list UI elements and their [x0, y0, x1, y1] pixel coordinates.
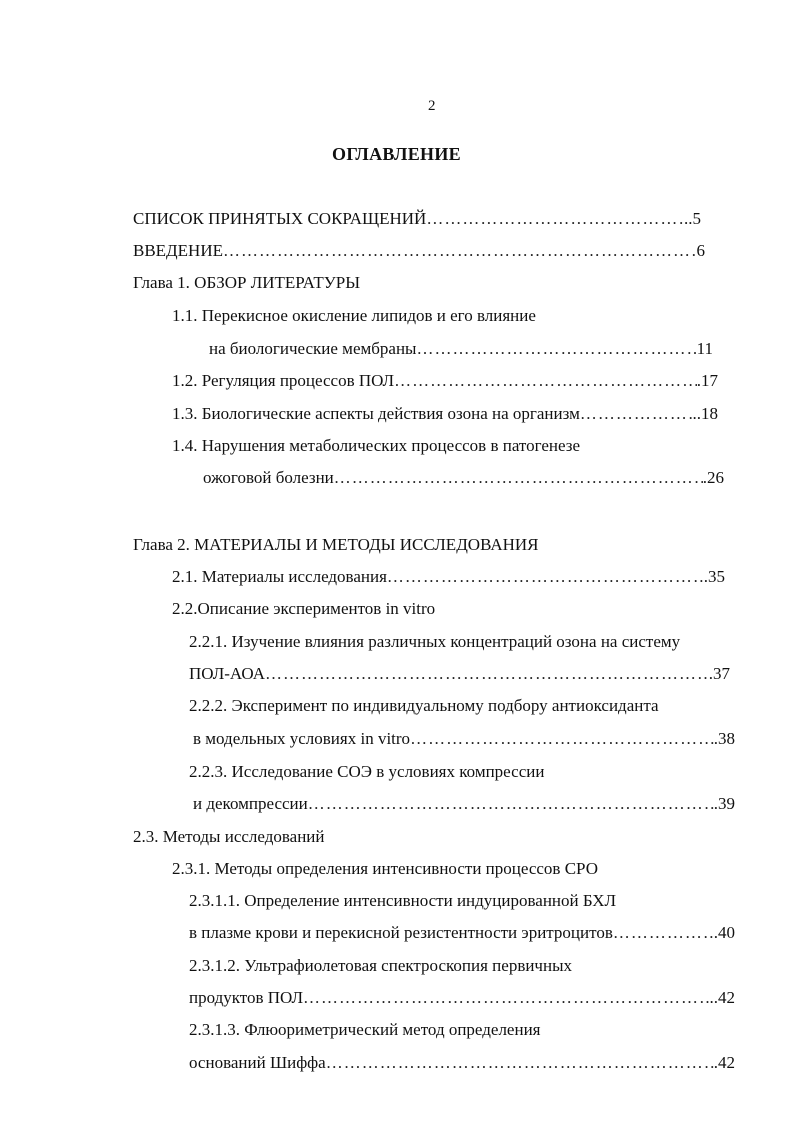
toc-entry-text: 2.3.1.3. Флюориметрический метод определения: [189, 1020, 541, 1039]
leader-dots: [613, 922, 714, 944]
toc-entry-text: 2.2.Описание экспериментов in vitro: [172, 599, 436, 618]
toc-entry-text: и декомпрессии: [193, 794, 308, 813]
leader-dots: [308, 793, 714, 815]
toc-entry-text: ПОЛ-АОА: [189, 664, 266, 683]
leader-dots: [303, 987, 709, 1009]
toc-entry-page: .38: [713, 729, 735, 748]
leader-dots: [326, 1052, 714, 1074]
toc-entry-page: .37: [708, 664, 730, 683]
toc-entry-page: .26: [702, 468, 724, 487]
toc-entry: [189, 1052, 735, 1074]
toc-entry: [133, 240, 705, 262]
toc-entry-text: 2.2.3. Исследование СОЭ в условиях компрессии: [189, 762, 545, 781]
toc-entry-text: 2.1. Материалы исследования: [172, 567, 387, 586]
toc-entry-page: ..18: [692, 404, 718, 423]
leader-dots: [580, 403, 693, 425]
toc-entry-page: .40: [713, 923, 735, 942]
toc-entry: [172, 566, 725, 588]
toc-entry-text: СПИСОК ПРИНЯТЫХ СОКРАЩЕНИЙ: [133, 209, 427, 228]
toc-entry-text: 1.1. Перекисное окисление липидов и его влияние: [172, 306, 536, 325]
leader-dots: [416, 338, 696, 360]
toc-entry-text: ожоговой болезни: [203, 468, 334, 487]
toc-entry-page: 6: [696, 241, 705, 260]
toc-entry-text: 2.3.1.2. Ультрафиолетовая спектроскопия первичных: [189, 956, 573, 975]
toc-entry-page: .39: [713, 794, 735, 813]
leader-dots: [334, 467, 703, 489]
toc-entry-text: 2.3.1.1. Определение интенсивности индуцированной БХЛ: [189, 891, 617, 910]
toc-entry-page: ..42: [709, 988, 735, 1007]
toc-entry: [193, 793, 735, 815]
toc-entry-text: 2.3.1. Методы определения интенсивности процессов СРО: [172, 859, 598, 878]
toc-entry-page: 11: [696, 339, 713, 358]
toc-entry-page: .42: [713, 1053, 735, 1072]
leader-dots: [223, 240, 697, 262]
toc-chapter-heading: Глава 1. ОБЗОР ЛИТЕРАТУРЫ: [133, 273, 361, 292]
toc-entry-text: оснований Шиффа: [189, 1053, 326, 1072]
toc-entry: [172, 370, 718, 392]
toc-entry-page: .35: [703, 567, 725, 586]
leader-dots: [394, 370, 697, 392]
toc-entry-text: 1.4. Нарушения метаболических процессов в патогенезе: [172, 436, 581, 455]
toc-entry-text: ВВЕДЕНИЕ: [133, 241, 223, 260]
toc-entry: [133, 208, 701, 230]
toc-entry-page: .17: [696, 371, 718, 390]
toc-entry-text: 1.2. Регуляция процессов ПОЛ: [172, 371, 395, 390]
toc-entry: [172, 403, 718, 425]
toc-entry-text: 2.2.1. Изучение влияния различных концентраций озона на систему: [189, 632, 681, 651]
toc-entry-text: на биологические мембраны: [209, 339, 417, 358]
page-number: 2: [428, 98, 436, 114]
leader-dots: [426, 208, 684, 230]
leader-dots: [265, 663, 709, 685]
leader-dots: [387, 566, 704, 588]
toc-entry: [189, 987, 735, 1009]
toc-entry: [189, 922, 735, 944]
toc-entry: [193, 728, 735, 750]
toc-entry-text: продуктов ПОЛ: [189, 988, 304, 1007]
toc-section-heading: 2.3. Методы исследований: [133, 827, 325, 846]
toc-entry-text: в модельных условиях in vitro: [193, 729, 411, 748]
toc-entry-page: ..5: [684, 209, 701, 228]
toc-entry-text: 1.3. Биологические аспекты действия озона на организм: [172, 404, 580, 423]
toc-entry: [209, 338, 713, 360]
toc-entry-text: в плазме крови и перекисной резистентности эритроцитов: [189, 923, 613, 942]
toc-chapter-heading: Глава 2. МАТЕРИАЛЫ И МЕТОДЫ ИССЛЕДОВАНИЯ: [133, 535, 539, 554]
leader-dots: [410, 728, 714, 750]
toc-entry: [203, 467, 724, 489]
page-title: ОГЛАВЛЕНИЕ: [332, 144, 461, 164]
toc-entry: [189, 663, 730, 685]
toc-entry-text: 2.2.2. Эксперимент по индивидуальному подбору антиоксиданта: [189, 696, 659, 715]
